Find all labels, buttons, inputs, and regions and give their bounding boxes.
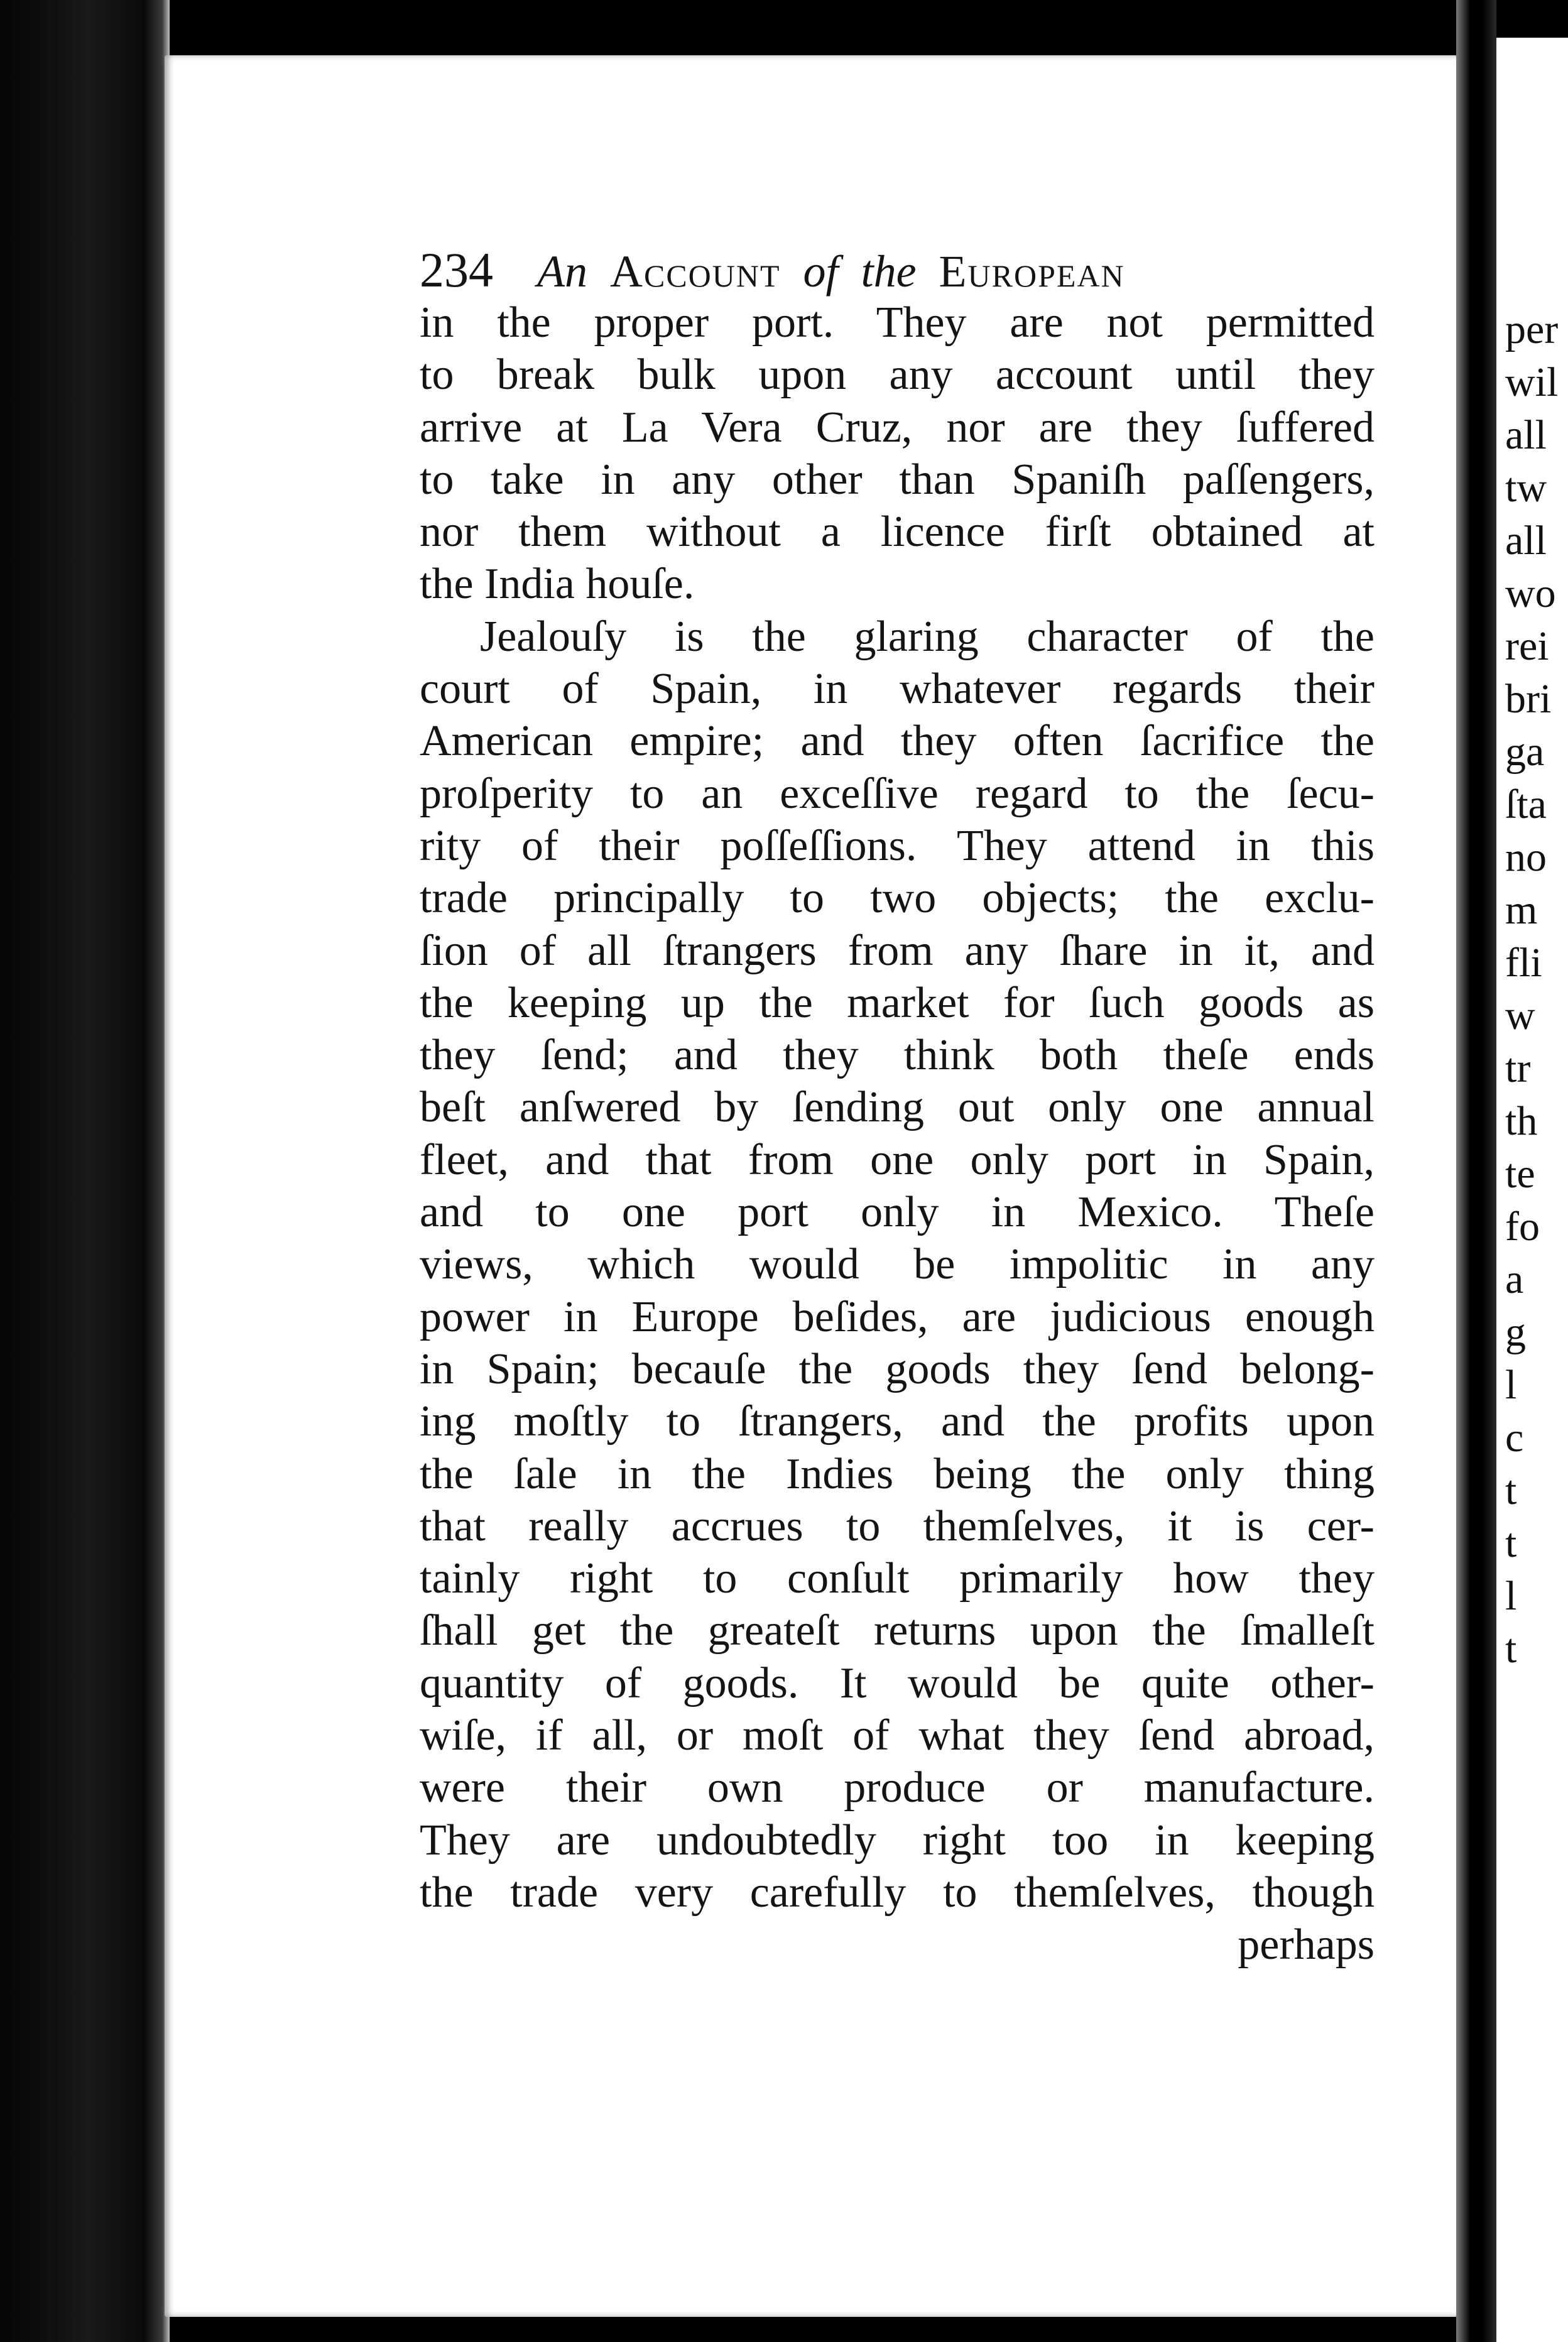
text-line: wiſe, if all, or moſt of what they ſend abroad, bbox=[420, 1711, 1375, 1760]
facing-page-fragment: a bbox=[1505, 1256, 1524, 1302]
text-line: power in Europe beſides, are judicious enough bbox=[420, 1292, 1375, 1341]
text-line: were their own produce or manufacture. bbox=[420, 1763, 1375, 1812]
facing-page-fragment: g bbox=[1505, 1309, 1526, 1355]
facing-page-fragment: bri bbox=[1505, 676, 1552, 722]
running-title-word: European bbox=[939, 246, 1125, 297]
text-line: the keeping up the market for ſuch goods as bbox=[420, 978, 1375, 1027]
facing-page-fragment: all bbox=[1505, 412, 1547, 458]
text-line: court of Spain, in whatever regards their bbox=[420, 665, 1375, 714]
text-line: Jealouſy is the glaring character of the bbox=[480, 612, 1375, 661]
facing-page-fragment: te bbox=[1505, 1151, 1535, 1197]
facing-page bbox=[1496, 38, 1568, 2342]
text-line: ing moſtly to ſtrangers, and the profits upon bbox=[420, 1397, 1375, 1446]
text-line: arrive at La Vera Cruz, nor are they ſuffered bbox=[420, 403, 1375, 452]
page-number: 234 bbox=[420, 242, 493, 297]
book-gutter bbox=[1456, 0, 1496, 2342]
facing-page-fragment: t bbox=[1505, 1626, 1517, 1672]
facing-page-fragment: tw bbox=[1505, 465, 1547, 511]
running-title-word: the bbox=[861, 246, 917, 297]
facing-page-fragment: l bbox=[1505, 1573, 1517, 1619]
book-binding-left bbox=[0, 0, 144, 2342]
facing-page-fragment: rei bbox=[1505, 623, 1549, 669]
facing-page-fragment: m bbox=[1505, 887, 1538, 933]
facing-page-fragment: ſta bbox=[1505, 782, 1547, 827]
text-line: They are undoubtedly right too in keeping bbox=[420, 1816, 1375, 1865]
running-title-word: of bbox=[803, 246, 839, 297]
page-text bbox=[420, 244, 1375, 1971]
facing-page-fragment: no bbox=[1505, 834, 1547, 880]
text-line: and to one port only in Mexico. Theſe bbox=[420, 1188, 1375, 1237]
body-text bbox=[420, 297, 1375, 1919]
facing-page-fragment: l bbox=[1505, 1362, 1517, 1408]
running-title bbox=[537, 245, 1125, 298]
facing-page-fragment: wo bbox=[1505, 570, 1556, 616]
running-title-word: Account bbox=[609, 246, 781, 297]
text-line: ſion of all ſtrangers from any ſhare in it, and bbox=[420, 926, 1375, 975]
running-title-word: An bbox=[537, 246, 587, 297]
text-line: that really accrues to themſelves, it is cer- bbox=[420, 1501, 1375, 1550]
facing-page-fragment: fo bbox=[1505, 1204, 1540, 1250]
text-line: views, which would be impolitic in any bbox=[420, 1240, 1375, 1289]
text-line: the ſale in the Indies being the only thing bbox=[420, 1449, 1375, 1498]
text-line: in the proper port. They are not permitted bbox=[420, 298, 1375, 347]
text-line: to take in any other than Spaniſh paſſengers, bbox=[420, 455, 1375, 504]
facing-page-fragment: tr bbox=[1505, 1045, 1531, 1091]
text-line: fleet, and that from one only port in Spain, bbox=[420, 1135, 1375, 1184]
text-line: ſhall get the greateſt returns upon the ſmalleſt bbox=[420, 1606, 1375, 1655]
text-line: the India houſe. bbox=[420, 560, 695, 609]
catchword: perhaps bbox=[1238, 1920, 1375, 1969]
facing-page-fragment: fli bbox=[1505, 940, 1542, 986]
text-line: beſt anſwered by ſending out only one annual bbox=[420, 1083, 1375, 1132]
facing-page-fragment: t bbox=[1505, 1468, 1517, 1513]
text-line: tainly right to conſult primarily how they bbox=[420, 1554, 1375, 1603]
facing-page-fragment: th bbox=[1505, 1098, 1538, 1144]
facing-page-fragment: all bbox=[1505, 518, 1547, 564]
text-line: to break bulk upon any account until they bbox=[420, 351, 1375, 400]
text-line: they ſend; and they think both theſe ends bbox=[420, 1031, 1375, 1080]
text-line: rity of their poſſeſſions. They attend in this bbox=[420, 821, 1375, 870]
facing-page-fragment: ga bbox=[1505, 729, 1545, 775]
facing-page-fragment: c bbox=[1505, 1415, 1524, 1461]
text-line: proſperity to an exceſſive regard to the ſecu- bbox=[420, 769, 1375, 818]
text-line: quantity of goods. It would be quite other- bbox=[420, 1658, 1375, 1707]
running-head bbox=[420, 244, 1375, 297]
facing-page-fragment: wil bbox=[1505, 359, 1559, 405]
text-line: American empire; and they often ſacrifice the bbox=[420, 717, 1375, 766]
text-line: trade principally to two objects; the exclu- bbox=[420, 874, 1375, 923]
text-line: nor them without a licence firſt obtained at bbox=[420, 508, 1375, 557]
facing-page-fragment: t bbox=[1505, 1520, 1517, 1566]
facing-page-fragment: per bbox=[1505, 307, 1559, 352]
facing-page-fragment: w bbox=[1505, 993, 1535, 1038]
text-line: in Spain; becauſe the goods they ſend belong- bbox=[420, 1344, 1375, 1393]
text-line: the trade very carefully to themſelves, though bbox=[420, 1868, 1375, 1917]
